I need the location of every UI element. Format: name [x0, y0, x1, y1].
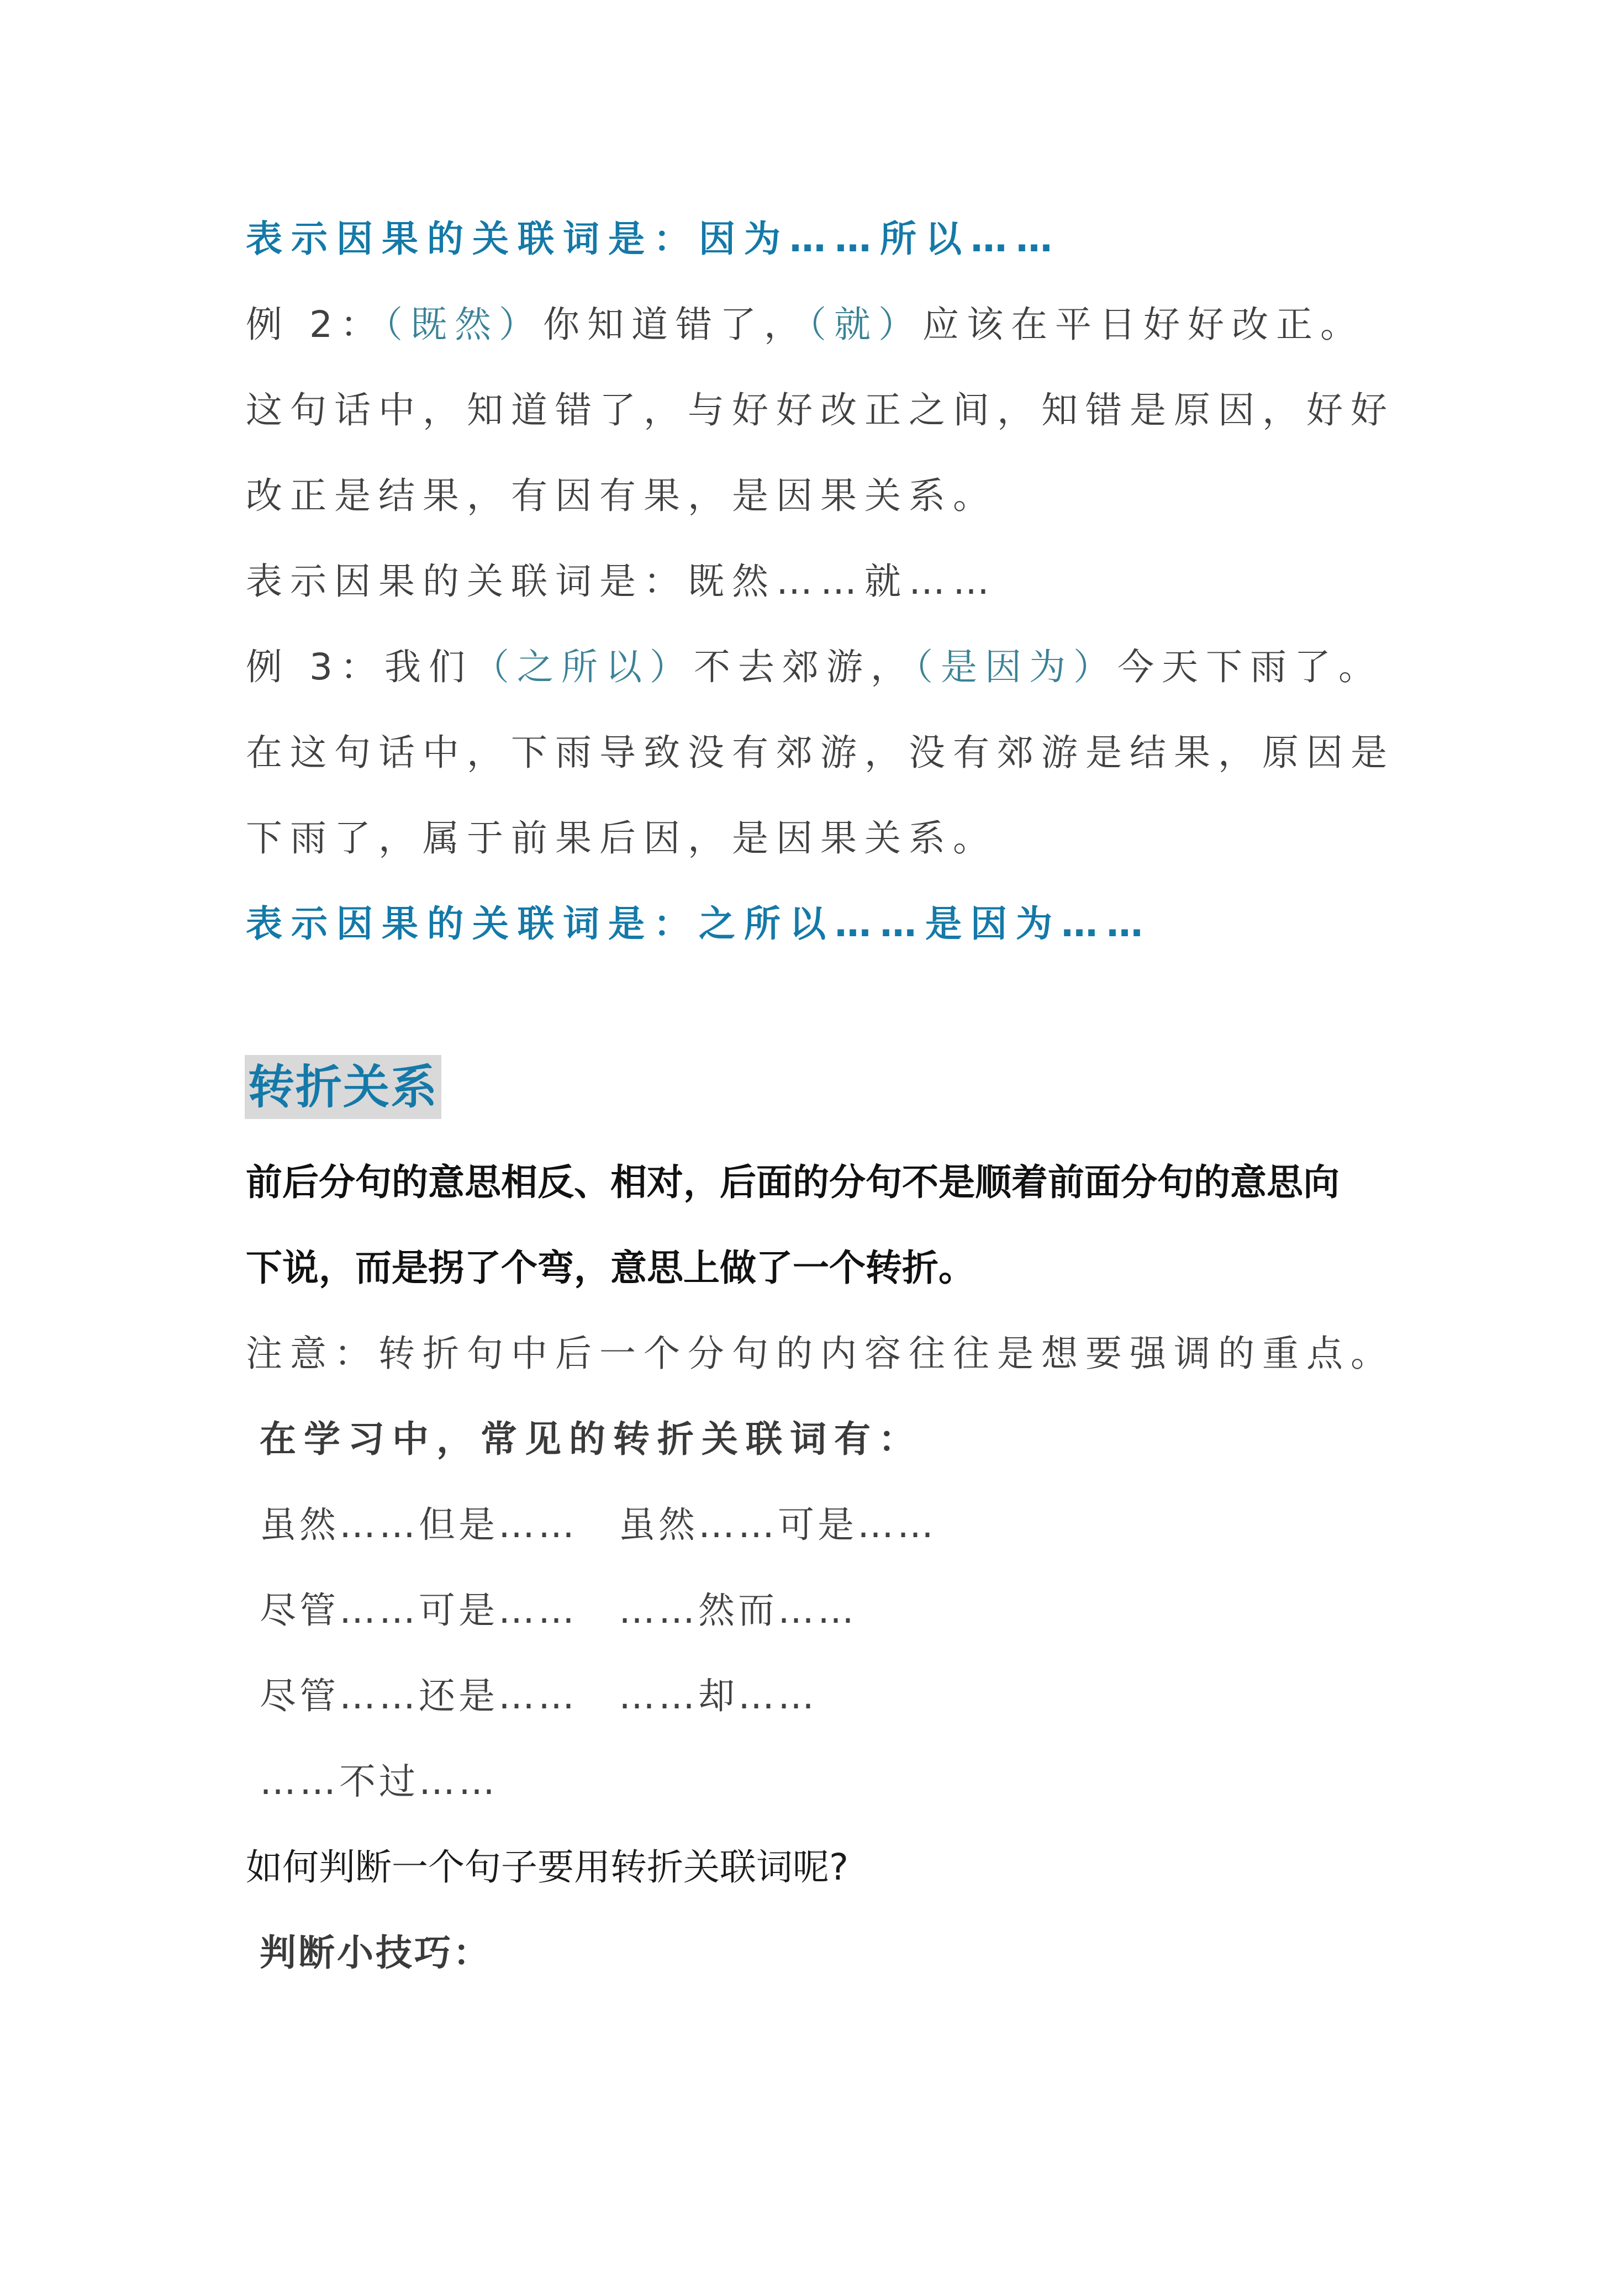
section-heading-transition: 转折关系	[248, 1060, 439, 1114]
example-3-end: 今天下雨了。	[1117, 646, 1383, 688]
example-2-middle: 你知道错了，	[542, 303, 808, 346]
example-3-explanation-line-1: 在这句话中，下雨导致没有郊游，没有郊游是结果，原因是	[246, 731, 1395, 774]
transition-note: 注意：转折句中后一个分句的内容往往是想要强调的重点。	[246, 1332, 1395, 1375]
causal-summary-since-then: 表示因果的关联词是：既然……就……	[246, 560, 997, 603]
example-3	[246, 624, 1383, 710]
tips-label: 判断小技巧：	[260, 1932, 492, 1974]
example-2-explanation-line-1: 这句话中，知道错了，与好好改正之间，知错是原因，好好	[246, 389, 1395, 431]
example-3-explanation-line-2: 下雨了，属于前果后因，是因果关系。	[246, 817, 997, 859]
common-words-intro: 在学习中，常见的转折关联词有：	[260, 1418, 922, 1460]
word-pair: 虽然……但是……	[260, 1503, 578, 1546]
transition-question: 如何判断一个句子要用转折关联词呢?	[246, 1846, 849, 1888]
example-3-middle: 不去郊游，	[693, 646, 915, 688]
word-pair: ……然而……	[619, 1589, 857, 1632]
example-2-explanation-line-2: 改正是结果，有因有果，是因果关系。	[246, 474, 997, 517]
transition-definition-line-1: 前后分句的意思相反、相对，后面的分句不是顺着前面分句的意思向	[246, 1161, 1340, 1204]
example-3-label: 例 3：我们	[246, 646, 473, 688]
word-row-1	[260, 1482, 937, 1568]
word-row-3	[260, 1653, 818, 1739]
example-2-label: 例 2：	[246, 303, 384, 346]
transition-definition-line-2: 下说，而是拐了个弯，意思上做了一个转折。	[246, 1247, 975, 1289]
example-2	[246, 282, 1364, 367]
word-pair: 尽管……还是……	[260, 1675, 578, 1717]
section-heading-box	[245, 1055, 441, 1119]
causal-summary-the-reason-is: 表示因果的关联词是：之所以……是因为……	[246, 903, 1152, 945]
word-pair: 尽管……可是……	[260, 1589, 578, 1632]
word-pair: 虽然……可是……	[619, 1503, 937, 1546]
word-row-2	[260, 1568, 857, 1653]
example-3-keyword-shiyinwei: （是因为）	[914, 646, 1117, 688]
causal-summary-because-so: 表示因果的关联词是：因为……所以……	[246, 218, 1061, 260]
word-row-4	[260, 1739, 498, 1824]
example-3-keyword-zhisuoyi: （之所以）	[472, 646, 694, 688]
word-pair: ……不过……	[260, 1760, 498, 1803]
example-2-keyword-jiran: （既然）	[384, 303, 543, 346]
example-2-end: 应该在平日好好改正。	[922, 303, 1364, 346]
word-pair: ……却……	[619, 1675, 818, 1717]
example-2-keyword-jiu: （就）	[808, 303, 922, 346]
